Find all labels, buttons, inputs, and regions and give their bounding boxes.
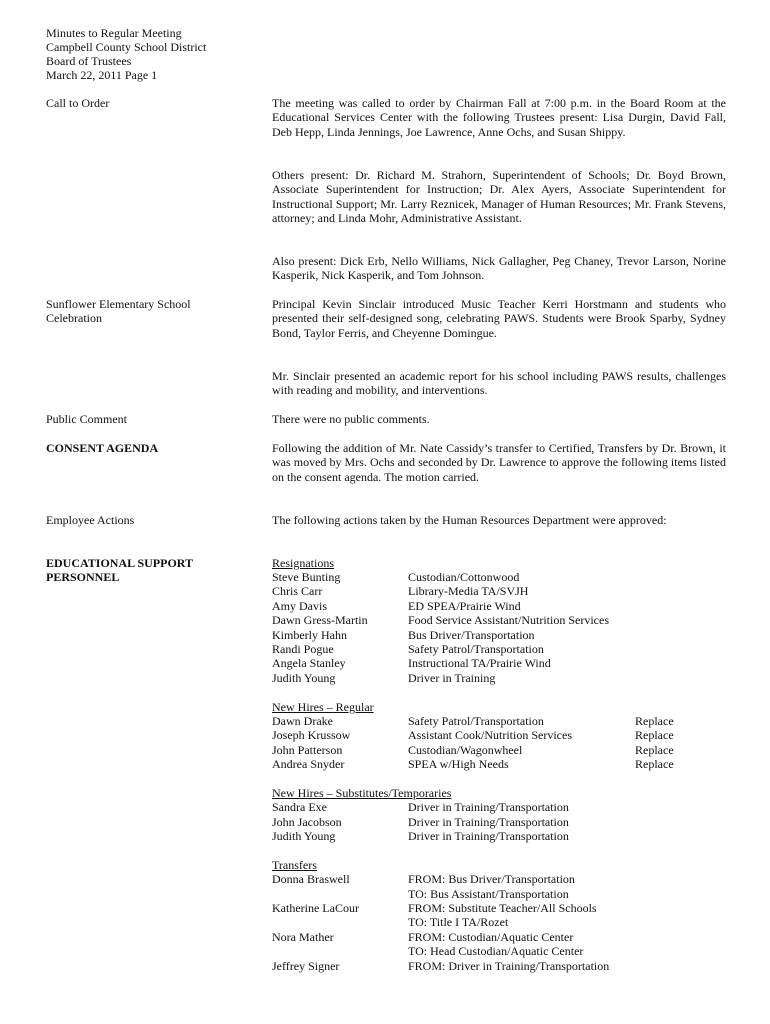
table-row-name: Amy Davis	[272, 599, 327, 613]
table-row-name: Dawn Gress-Martin	[272, 613, 368, 627]
table-row-name: Jeffrey Signer	[272, 959, 340, 973]
table-row-name: Randi Pogue	[272, 642, 334, 656]
section-label-consent-agenda: CONSENT AGENDA	[46, 441, 159, 455]
header-board: Board of Trustees	[46, 54, 132, 68]
section-label-sunflower-2: Celebration	[46, 311, 102, 325]
header-title: Minutes to Regular Meeting	[46, 26, 182, 40]
table-row-position: Library-Media TA/SVJH	[408, 584, 529, 598]
table-row-position: Instructional TA/Prairie Wind	[408, 656, 551, 670]
new-hires-regular-title: New Hires – Regular	[272, 700, 374, 714]
table-row-name: Steve Bunting	[272, 570, 341, 584]
table-row-name: John Patterson	[272, 743, 343, 757]
table-row-position: Safety Patrol/Transportation	[408, 714, 544, 728]
table-row-position: Custodian/Cottonwood	[408, 570, 520, 584]
section-label-public-comment: Public Comment	[46, 412, 127, 426]
table-row-position: Custodian/Wagonwheel	[408, 743, 523, 757]
table-row-position: Driver in Training/Transportation	[408, 829, 569, 843]
table-row-name: Angela Stanley	[272, 656, 346, 670]
transfer-from: FROM: Bus Driver/Transportation	[408, 872, 575, 886]
consent-agenda-text: Following the addition of Mr. Nate Cassidy’s transfer to Certified, Transfers by Dr. Brown, it was moved by Mrs. Ochs and seconded by Dr. Lawrence to approve the following items listed on the consent agenda. The motion carried.	[272, 441, 726, 484]
transfer-to: TO: Head Custodian/Aquatic Center	[408, 944, 584, 958]
transfer-to: TO: Title I TA/Rozet	[408, 915, 509, 929]
table-row-note: Replace	[635, 743, 674, 757]
table-row-position: ED SPEA/Prairie Wind	[408, 599, 521, 613]
table-row-name: Judith Young	[272, 671, 336, 685]
table-row-name: Andrea Snyder	[272, 757, 345, 771]
call-to-order-paragraph-2: Others present: Dr. Richard M. Strahorn, Superintendent of Schools; Dr. Boyd Brown, Associate Superintendent for Instruction; Dr. Alex Ayers, Associate Superintendent for Instructional Support; Mr. Larry Reznicek, Manager of Human Resources; Mr. Frank Stevens, attorney; and Linda Mohr, Administrative Assistant.	[272, 168, 726, 226]
section-label-esp-1: EDUCATIONAL SUPPORT	[46, 556, 194, 570]
transfers-title: Transfers	[272, 858, 317, 872]
table-row-position: Assistant Cook/Nutrition Services	[408, 728, 572, 742]
table-row-position: Safety Patrol/Transportation	[408, 642, 544, 656]
table-row-name: Katherine LaCour	[272, 901, 359, 915]
table-row-name: Chris Carr	[272, 584, 323, 598]
table-row-name: Nora Mather	[272, 930, 334, 944]
table-row-name: Dawn Drake	[272, 714, 333, 728]
table-row-name: Judith Young	[272, 829, 336, 843]
table-row-name: Joseph Krussow	[272, 728, 351, 742]
table-row-note: Replace	[635, 757, 674, 771]
call-to-order-paragraph-1: The meeting was called to order by Chairman Fall at 7:00 p.m. in the Board Room at the Educational Services Center with the following Trustees present: Lisa Durgin, David Fall, Deb Hepp, Linda Jennings, Joe Lawrence, Anne Ochs, and Susan Shippy.	[272, 96, 726, 139]
section-label-esp-2: PERSONNEL	[46, 570, 120, 584]
sunflower-paragraph-2: Mr. Sinclair presented an academic report for his school including PAWS results, challenges with reading and mobility, and interventions.	[272, 369, 726, 398]
table-row-position: Driver in Training/Transportation	[408, 815, 569, 829]
table-row-position: SPEA w/High Needs	[408, 757, 509, 771]
table-row-name: Sandra Exe	[272, 800, 327, 814]
transfer-from: FROM: Custodian/Aquatic Center	[408, 930, 574, 944]
table-row-name: Donna Braswell	[272, 872, 350, 886]
transfer-from: FROM: Substitute Teacher/All Schools	[408, 901, 597, 915]
table-row-position: Bus Driver/Transportation	[408, 628, 535, 642]
section-label-call-to-order: Call to Order	[46, 96, 110, 110]
header-district: Campbell County School District	[46, 40, 207, 54]
table-row-position: Food Service Assistant/Nutrition Services	[408, 613, 609, 627]
table-row-position: Driver in Training/Transportation	[408, 800, 569, 814]
table-row-name: Kimberly Hahn	[272, 628, 347, 642]
call-to-order-paragraph-3: Also present: Dick Erb, Nello Williams, Nick Gallagher, Peg Chaney, Trevor Larson, Norine Kasperik, Nick Kasperik, and Tom Johnson.	[272, 254, 726, 283]
sunflower-paragraph-1: Principal Kevin Sinclair introduced Music Teacher Kerri Horstmann and students who presented their self-designed song, celebrating PAWS. Students were Brook Sparby, Sydney Bond, Taylor Ferris, and Cheyenne Domingue.	[272, 297, 726, 340]
resignations-title: Resignations	[272, 556, 334, 570]
public-comment-text: There were no public comments.	[272, 412, 430, 426]
section-label-sunflower-1: Sunflower Elementary School	[46, 297, 191, 311]
table-row-note: Replace	[635, 714, 674, 728]
table-row-name: John Jacobson	[272, 815, 342, 829]
transfer-from: FROM: Driver in Training/Transportation	[408, 959, 610, 973]
new-hires-subs-title: New Hires – Substitutes/Temporaries	[272, 786, 452, 800]
header-date: March 22, 2011 Page 1	[46, 68, 158, 82]
employee-actions-text: The following actions taken by the Human Resources Department were approved:	[272, 513, 667, 527]
table-row-position: Driver in Training	[408, 671, 496, 685]
table-row-note: Replace	[635, 728, 674, 742]
section-label-employee-actions: Employee Actions	[46, 513, 135, 527]
transfer-to: TO: Bus Assistant/Transportation	[408, 887, 569, 901]
